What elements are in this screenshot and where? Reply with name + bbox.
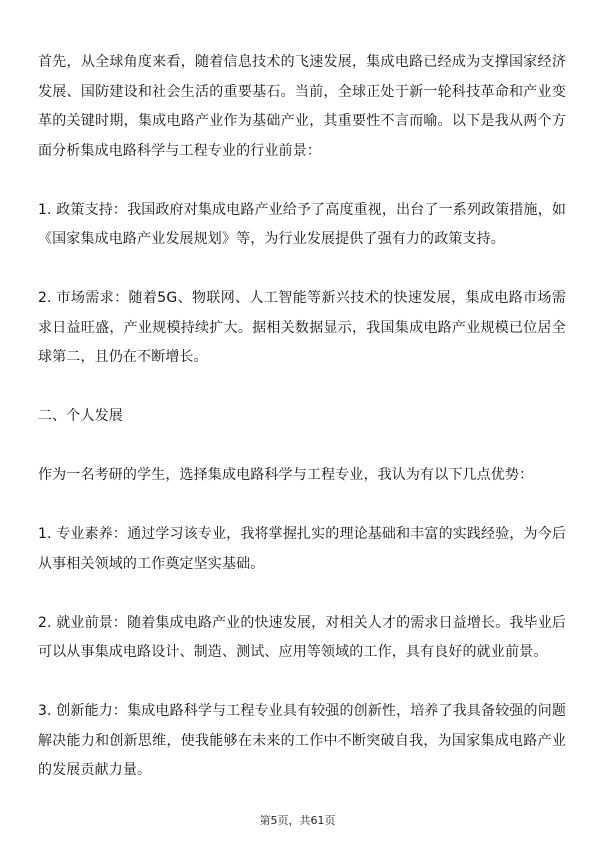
paragraph-employment-prospects: 2. 就业前景：随着集成电路产业的快速发展，对相关人才的需求日益增长。我毕业后可以从事集成电路设计、制造、测试、应用等领域的工作，具有良好的就业前景。 [38, 614, 566, 660]
paragraph-innovation-ability: 3. 创新能力：集成电路科学与工程专业具有较强的创新性，培养了我具备较强的问题解决能力和创新思维，使我能够在未来的工作中不断突破自我，为国家集成电路产业的发展贡献力量。 [38, 703, 566, 778]
document-body [38, 48, 566, 786]
paragraph-gap [38, 373, 566, 403]
paragraph-advantages-intro: 作为一名考研的学生，选择集成电路科学与工程专业，我认为有以下几点优势： [38, 467, 534, 483]
paragraph-gap [38, 255, 566, 285]
paragraph-gap [38, 668, 566, 698]
paragraph-gap [38, 432, 566, 462]
section-heading-personal-development: 二、个人发展 [38, 408, 123, 424]
paragraph-gap [38, 166, 566, 196]
paragraph-gap [38, 579, 566, 609]
paragraph-policy-support: 1. 政策支持：我国政府对集成电路产业给予了高度重视，出台了一系列政策措施，如《国家集成电路产业发展规划》等，为行业发展提供了强有力的政策支持。 [38, 201, 566, 247]
paragraph-intro: 首先，从全球角度来看，随着信息技术的飞速发展，集成电路已经成为支撑国家经济发展、国防建设和社会生活的重要基石。当前，全球正处于新一轮科技革命和产业变革的关键时期，集成电路产业作为基础产业，其重要性不言而喻。以下是我从两个方面分析集成电路科学与工程专业的行业前景： [38, 54, 566, 159]
paragraph-professional-quality: 1. 专业素养：通过学习该专业，我将掌握扎实的理论基础和丰富的实践经验，为今后从事相关领域的工作奠定坚实基础。 [38, 526, 566, 572]
paragraph-market-demand: 2. 市场需求：随着5G、物联网、人工智能等新兴技术的快速发展，集成电路市场需求日益旺盛，产业规模持续扩大。据相关数据显示，我国集成电路产业规模已位居全球第二，且仍在不断增长。 [38, 290, 566, 365]
paragraph-gap [38, 491, 566, 521]
page-number-footer: 第5页，共61页 [259, 814, 336, 827]
